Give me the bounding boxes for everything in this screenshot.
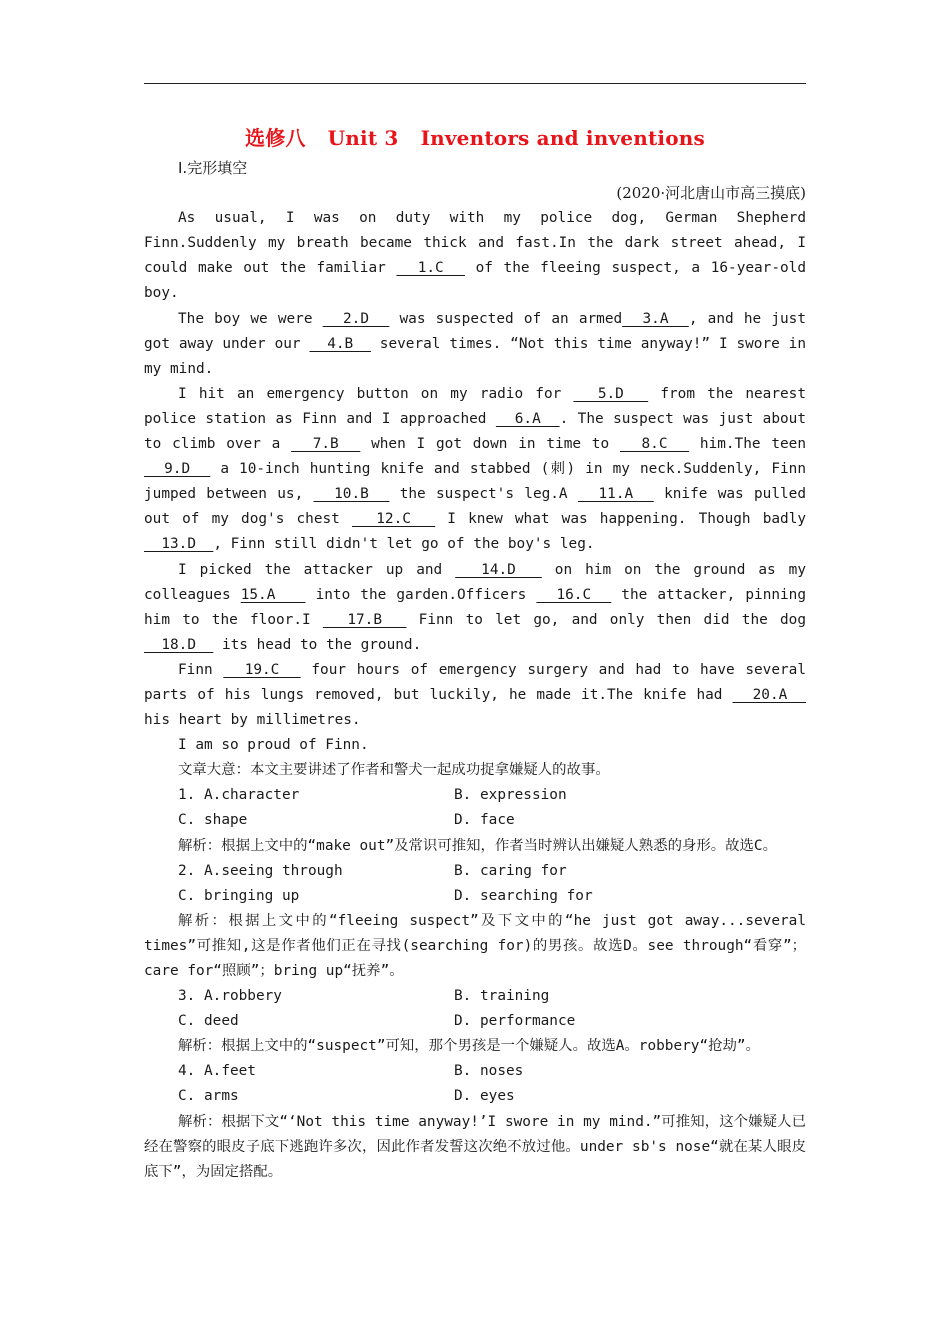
question-1 (144, 783, 806, 858)
option-c: C. arms (178, 1088, 239, 1105)
text: from the nearest police station as Finn and I approached (144, 385, 806, 427)
option-b: B. expression (454, 787, 567, 804)
option-d: D. eyes (454, 1088, 515, 1105)
option-b: B. training (454, 988, 550, 1005)
option-c: C. deed (178, 1013, 239, 1030)
text: . The suspect was just about to climb over a (144, 410, 806, 453)
text: Finn to let go, and only then did the dog (406, 611, 806, 628)
text: Finn (178, 661, 224, 678)
blank-19: 19.C (223, 661, 301, 678)
text: the attacker, pinning him to the floor.I (144, 586, 807, 628)
option-a: 3. A.robbery (178, 988, 282, 1005)
blank-15: 15.A (240, 586, 306, 603)
top-rule (144, 83, 806, 84)
option-c: C. bringing up (178, 887, 300, 904)
blank-9: 9.D (144, 461, 211, 478)
option-d: D. searching for (454, 887, 593, 904)
explanation: 解析：根据上文中的“suspect”可知，那个男孩是一个嫌疑人。故选A。robbery“抢劫”。 (178, 1038, 760, 1055)
title-unit: Unit 3 (327, 126, 399, 150)
text: on him on the ground as my colleagues (144, 561, 806, 603)
blank-3: 3.A (622, 310, 689, 327)
option-a: 4. A.feet (178, 1063, 256, 1080)
blank-13: 13.D (144, 536, 214, 553)
explanation: 解析：根据上文中的“fleeing suspect”及下文中的“he just got away...several times”可推知,这是作者他们正在寻找(searching for)的男孩。故选D。see through“看穿”；care for“照顾”；bring up“抚养”。 (144, 912, 806, 979)
blank-4: 4.B (309, 335, 371, 352)
text: several times. “Not this time anyway!” I swore in my mind. (144, 335, 806, 377)
explanation: 解析：根据下文“‘Not this time anyway!’I swore in my mind.”可推知，这个嫌疑人已经在警察的眼皮子底下逃跑许多次，因此作者发誓这次绝不放过他。under sb's nose“就在某人眼皮底下”，为固定搭配。 (144, 1113, 806, 1180)
article-summary: 文章大意：本文主要讲述了作者和警犬一起成功捉拿嫌疑人的故事。 (178, 762, 610, 779)
text: into the garden.Officers (305, 586, 537, 603)
text: I picked the attacker up and (178, 561, 456, 578)
passage-paragraph-4 (144, 558, 806, 658)
blank-7: 7.B (291, 436, 361, 453)
blank-18: 18.D (144, 636, 214, 653)
option-a: 2. A.seeing through (178, 862, 343, 879)
option-b: B. caring for (454, 862, 567, 879)
text: I hit an emergency button on my radio for (178, 385, 574, 402)
text: his heart by millimetres. (144, 712, 361, 729)
text: , Finn still didn't let go of the boy's leg. (213, 536, 595, 553)
blank-2: 2.D (322, 310, 390, 327)
text: four hours of emergency surgery and had to have several parts of his lungs removed, but luckily, he made it.The knife had (144, 661, 806, 703)
question-3 (144, 984, 806, 1059)
question-4 (144, 1059, 806, 1184)
blank-8: 8.C (619, 436, 690, 453)
text: As usual, I was on duty with my police dog, German Shepherd Finn.Suddenly my breath became thick and fast.In the dark street ahead, I could make out the familiar (144, 210, 806, 277)
passage-paragraph-1 (144, 206, 806, 306)
blank-14: 14.D (455, 561, 542, 578)
text: , and he just got away under our (144, 310, 806, 352)
passage-paragraph-3 (144, 382, 806, 558)
blank-6: 6.A (495, 410, 560, 427)
text: The boy we were (178, 310, 323, 327)
passage-paragraph-6: I am so proud of Finn. (178, 737, 369, 754)
text: him.The teen (689, 436, 806, 453)
source-note: (2020·河北唐山市高三摸底) (616, 184, 806, 203)
blank-16: 16.C (536, 586, 612, 603)
blank-11: 11.A (577, 486, 654, 503)
section-heading: Ⅰ.完形填空 (178, 159, 248, 177)
option-a: 1. A.character (178, 787, 300, 804)
option-b: B. noses (454, 1063, 524, 1080)
text: knife was pulled out of my dog's chest (144, 486, 806, 528)
document-body (144, 156, 806, 1185)
text: was suspected of an armed (389, 310, 623, 327)
blank-5: 5.D (573, 385, 649, 402)
explanation: 解析：根据上文中的“make out”及常识可推知，作者当时辨认出嫌疑人熟悉的身形。故选C。 (178, 837, 777, 854)
blank-17: 17.B (322, 611, 407, 628)
blank-10: 10.B (313, 486, 390, 503)
passage-paragraph-2 (144, 307, 806, 382)
passage-paragraph-5 (144, 658, 806, 733)
blank-12: 12.C (351, 511, 436, 528)
question-2 (144, 859, 806, 984)
page-title (0, 122, 950, 151)
text: a 10-inch hunting knife and stabbed (刺) in my neck.Suddenly, Finn jumped between us, (144, 461, 806, 503)
title-module: 选修八 (245, 126, 306, 150)
text: when I got down in time to (360, 436, 620, 453)
text: I knew what was happening. Though badly (435, 511, 807, 528)
blank-20: 20.A (732, 686, 806, 703)
blank-1: 1.C (396, 260, 465, 277)
option-d: D. face (454, 812, 515, 829)
option-c: C. shape (178, 812, 248, 829)
text: its head to the ground. (213, 636, 422, 653)
text: the suspect's leg.A (389, 486, 578, 503)
option-d: D. performance (454, 1013, 576, 1030)
title-topic: Inventors and inventions (420, 126, 705, 150)
text: of the fleeing suspect, a 16-year-old boy. (144, 260, 807, 302)
